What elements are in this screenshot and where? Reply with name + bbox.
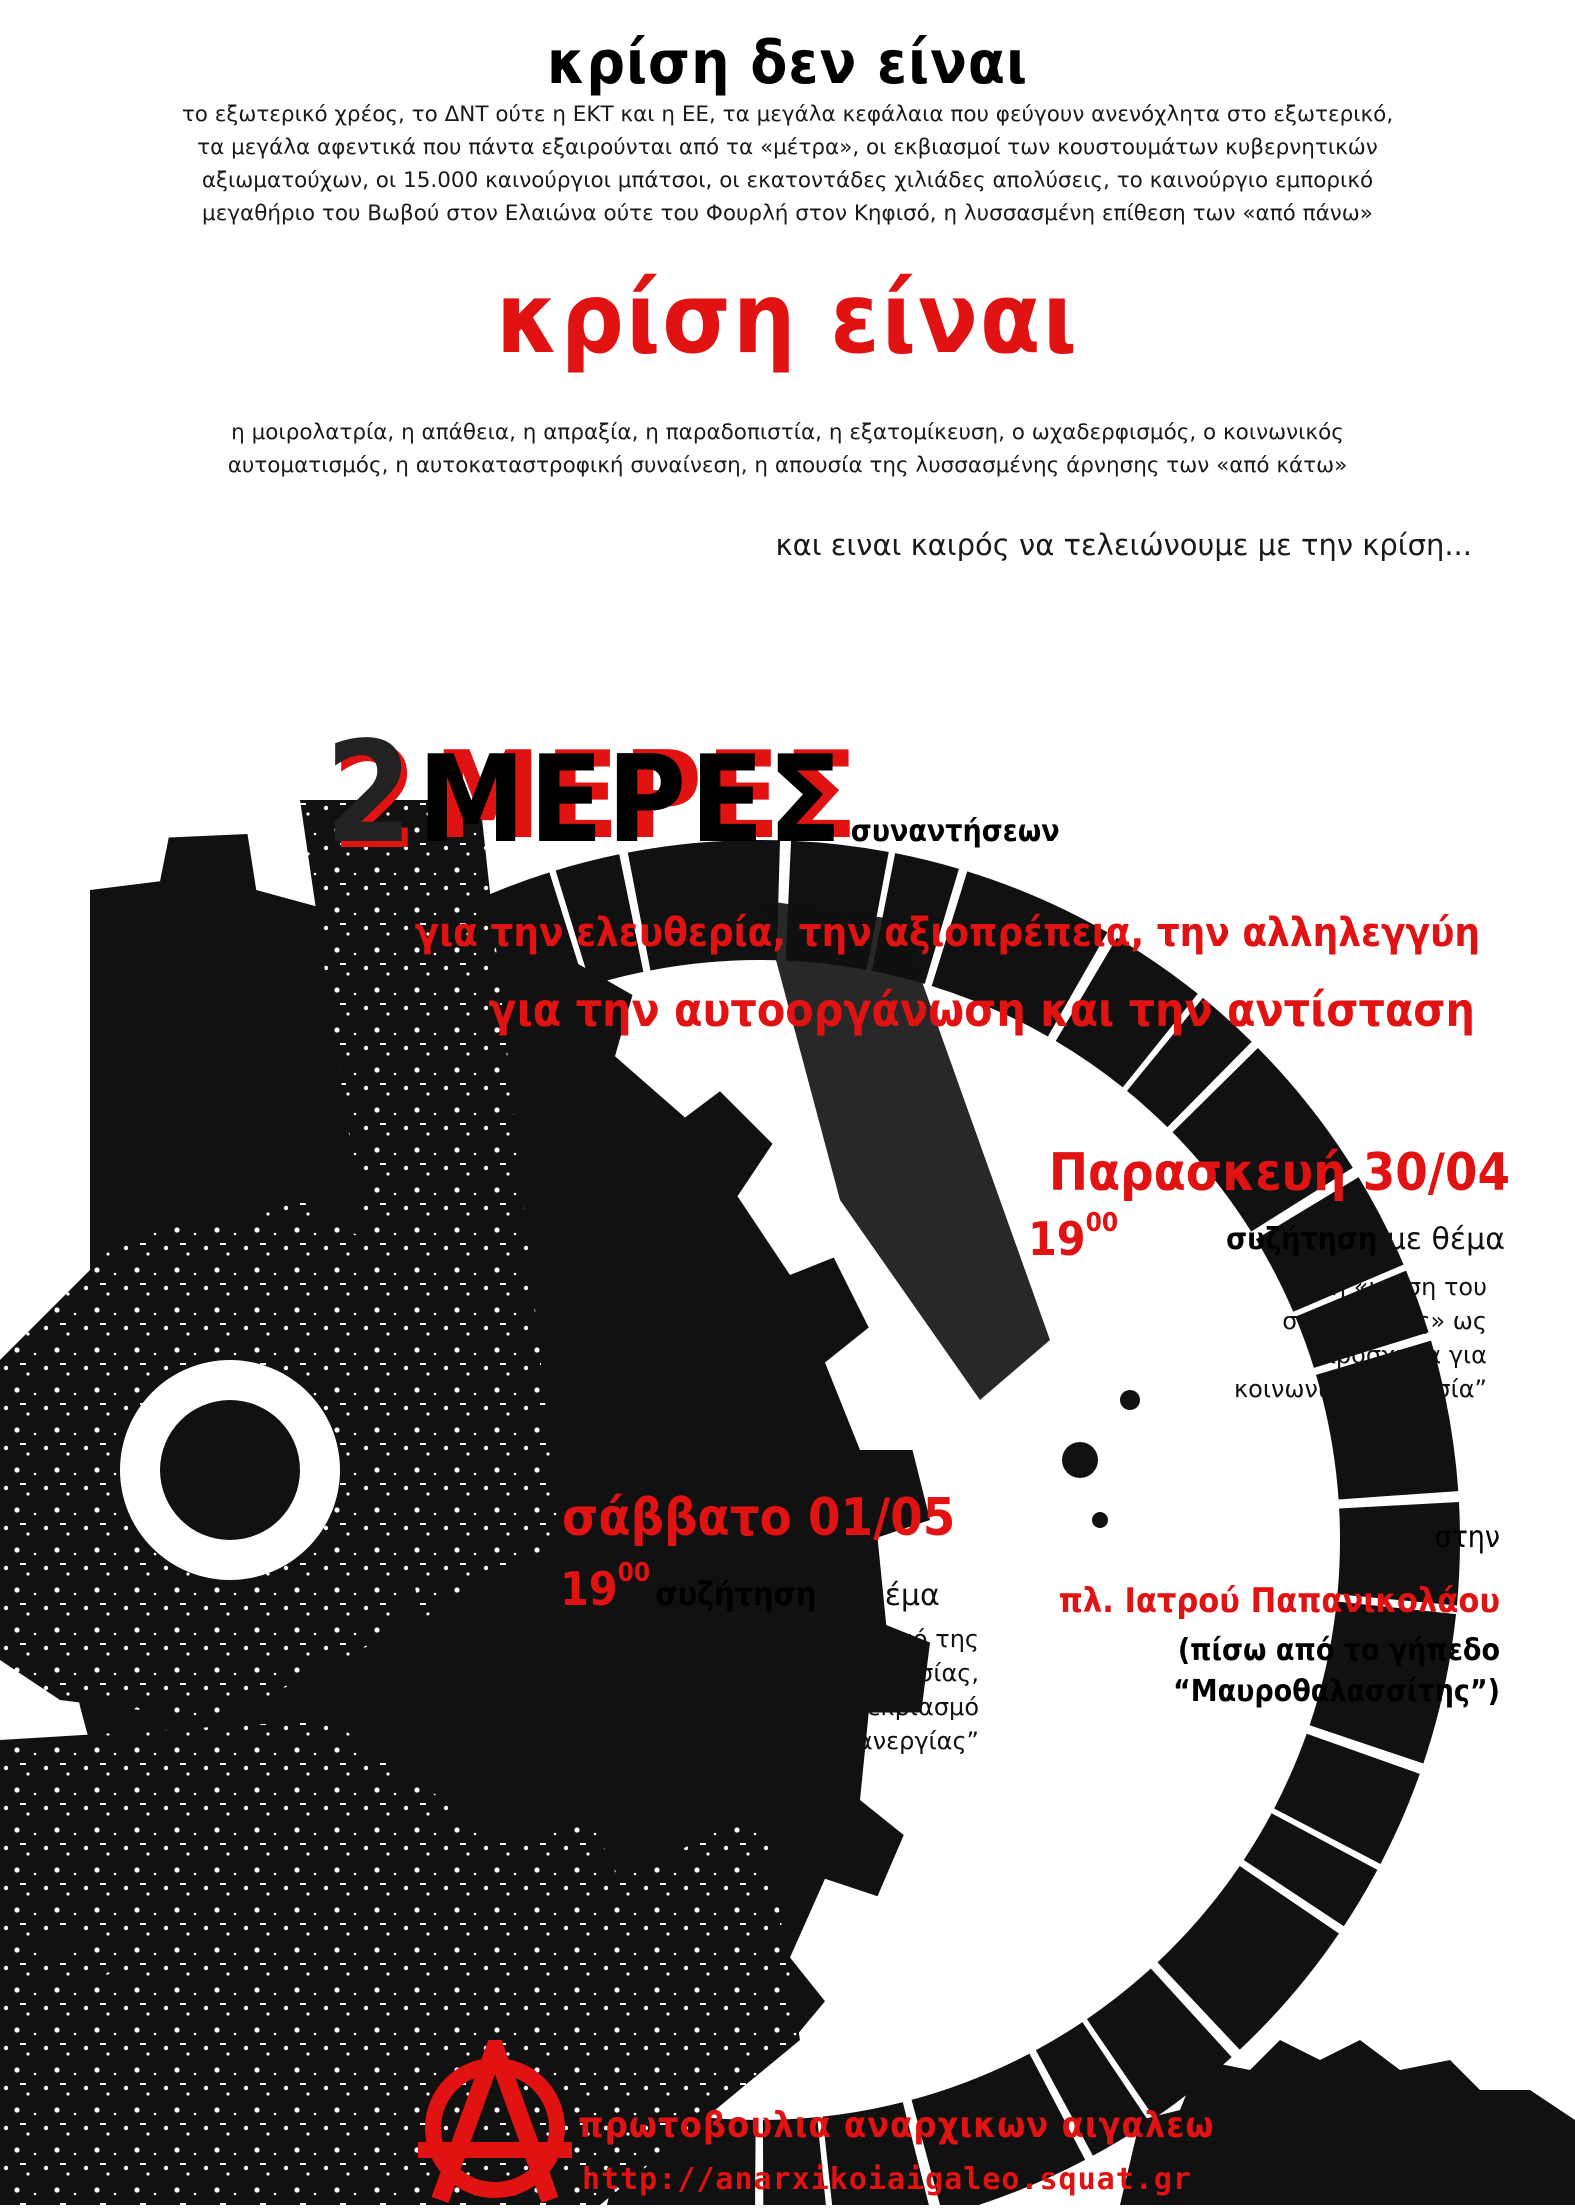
heading-krisi-einai: κρίση είναι [496, 262, 1079, 376]
day1-time [1028, 1208, 1119, 1266]
quote-line: “η «κρίση του [1318, 1273, 1487, 1301]
paragraph-line: αξιωματούχων, οι 15.000 καινούργιοι μπάτσοι, οι εκατοντάδες χιλιάδες απολύσεις, το καινούργιο εμπορικό [201, 168, 1374, 193]
day1-topic-intro: με θέμα [1386, 1222, 1505, 1257]
quote-line: στον διπλό εκβιασμό [728, 1693, 979, 1721]
circle-a-anarchy-icon [410, 2040, 580, 2210]
location-block [1059, 1520, 1500, 1709]
day2-topic-quote [701, 1622, 979, 1758]
quote-line: συστήματος» ως [1282, 1307, 1487, 1335]
location-note-2: “Μαυροθαλασσίτης”) [1172, 1674, 1500, 1709]
day1-date: Παρασκευή 30/04 [1048, 1143, 1510, 1203]
heading-krisi-den-einai: κρίση δεν είναι [547, 28, 1028, 98]
day2-talk: συζήτηση [655, 1575, 817, 1613]
location-prefix: στην [1434, 1520, 1500, 1555]
day2-talk-line [560, 1558, 940, 1616]
day1-time-hour: 19 [1028, 1212, 1086, 1266]
day1-talk-line [1226, 1222, 1505, 1257]
location-note-1: (πίσω από το γήπεδο [1177, 1633, 1500, 1668]
paragraph-line: μεγαθήριο του Βωβού στον Ελαιώνα ούτε του Φουρλή στον Κηφισό, η λυσσασμένη επίθεση των «από πάνω» [202, 201, 1373, 226]
day2-topic-intro: με θέμα [821, 1578, 940, 1613]
paragraph-not-crisis [60, 98, 1515, 230]
footer-url[interactable]: http://anarxikoiaigaleo.squat.gr [582, 2162, 1192, 2197]
paragraph-line: αυτοματισμός, η αυτοκαταστροφική συναίνεση, η απουσία της λυσσασμένης άρνησης των «από κάτω» [227, 453, 1348, 478]
location-place: πλ. Ιατρού Παπανικολάου [1058, 1581, 1500, 1621]
title-number: 2 [325, 712, 413, 875]
quote-line: κοινωνική λεηλασία” [1234, 1375, 1487, 1403]
quote-line: της ανεργίας” [805, 1727, 979, 1755]
quote-line: πρόσχημα για [1321, 1341, 1487, 1369]
event-title [325, 712, 1060, 875]
day1-time-min: 00 [1085, 1208, 1119, 1238]
quote-line: “από τον εκβιασμό της [700, 1625, 979, 1653]
paragraph-line: η μοιρολατρία, η απάθεια, η απραξία, η παραδοπιστία, η εξατομίκευση, ο ωχαδερφισμός, ο κοινωνικός [231, 420, 1344, 445]
title-suffix: συναντήσεων [850, 814, 1060, 849]
day1-topic-quote [1234, 1270, 1487, 1406]
tagline: και ειναι καιρός να τελειώνουμε με την κρίση... [775, 528, 1472, 562]
title-word: ΜΕΡΕΣ [417, 731, 846, 870]
paragraph-line: το εξωτερικό χρέος, το ΔΝΤ ούτε η ΕΚΤ και η ΕΕ, τα μεγάλα κεφάλαια που φεύγουν ανενόχλητα στο εξωτερικό, [181, 102, 1394, 127]
day2-date: σάββατο 01/05 [562, 1488, 956, 1548]
subtitle-line-2: για την αυτοοργάνωση και την αντίσταση [488, 983, 1475, 1037]
quote-line: μισθωτής εργασίας, [735, 1659, 979, 1687]
paragraph-line: τα μεγάλα αφεντικά που πάντα εξαιρούνται από τα «μέτρα», οι εκβιασμοί των κουστουμάτων κυβερνητικών [197, 135, 1378, 160]
subtitle-line-1: για την ελευθερία, την αξιοπρέπεια, την αλληλεγγύη [414, 910, 1480, 956]
footer-org: πρωτοβουλια αναρχικων αιγαλεω [578, 2105, 1215, 2146]
day2-time-min: 00 [617, 1558, 651, 1588]
day1-talk: συζήτηση [1226, 1222, 1378, 1257]
paragraph-crisis-is [60, 416, 1515, 482]
day2-time-hour: 19 [560, 1562, 618, 1616]
